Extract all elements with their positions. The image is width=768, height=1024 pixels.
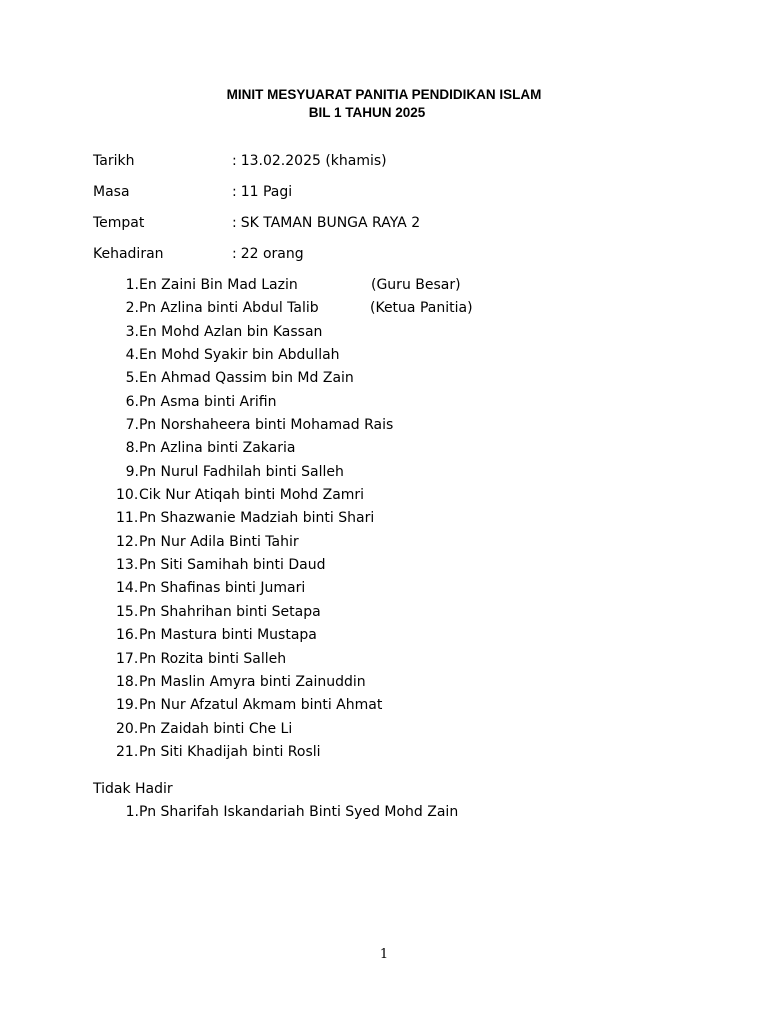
list-number: 18.: [116, 673, 139, 690]
meta-row-time: [93, 181, 693, 212]
list-number: 2.: [125, 300, 139, 317]
meta-value: 22 orang: [240, 246, 304, 262]
attendee-role: (Ketua Panitia): [370, 300, 473, 317]
absent-heading: Tidak Hadir: [93, 781, 173, 797]
attendee-name: Pn Shafinas binti Jumari: [139, 580, 306, 597]
absent-list: [93, 801, 713, 824]
list-number: 3.: [125, 323, 139, 340]
list-number: 7.: [125, 417, 139, 434]
list-number: 1.: [125, 804, 139, 820]
list-number: 20.: [116, 720, 139, 737]
list-number: 17.: [116, 650, 139, 667]
list-item: [93, 414, 713, 437]
list-number: 8.: [125, 440, 139, 457]
list-number: 19.: [116, 697, 139, 714]
list-number: 11.: [116, 510, 139, 527]
list-item: [93, 554, 713, 577]
meta-separator: :: [232, 215, 237, 231]
meta-row-attendance: [93, 243, 693, 274]
list-number: 5.: [125, 370, 139, 387]
list-item: [93, 624, 713, 647]
meta-value: 11 Pagi: [240, 184, 293, 200]
list-item: [93, 344, 713, 367]
list-item: [93, 741, 713, 764]
list-item: [93, 531, 713, 554]
page-number: 1: [379, 947, 389, 962]
meta-label: Tempat: [93, 215, 145, 231]
attendee-name: Pn Siti Samihah binti Daud: [139, 557, 326, 574]
list-item: [93, 461, 713, 484]
meta-row-date: [93, 150, 693, 181]
attendee-name: Pn Rozita binti Salleh: [139, 650, 287, 667]
list-item: [93, 437, 713, 460]
attendee-name: En Mohd Azlan bin Kassan: [139, 323, 323, 340]
attendee-name: Pn Mastura binti Mustapa: [139, 627, 317, 644]
meeting-details: [93, 150, 693, 274]
list-number: 14.: [116, 580, 139, 597]
meta-value: SK TAMAN BUNGA RAYA 2: [240, 215, 421, 231]
list-number: 1.: [125, 277, 139, 293]
list-number: 21.: [116, 743, 139, 760]
attendee-name: Pn Azlina binti Abdul Talib: [139, 300, 319, 317]
title-line-1: MINIT MESYUARAT PANITIA PENDIDIKAN ISLAM: [226, 87, 542, 102]
list-item: [93, 367, 713, 390]
attendee-list: [93, 274, 713, 764]
attendee-name: Pn Shahrihan binti Setapa: [139, 603, 321, 620]
meta-separator: :: [232, 184, 237, 200]
attendee-name: Pn Maslin Amyra binti Zainuddin: [139, 673, 366, 690]
list-item: [93, 321, 713, 344]
list-item: [93, 694, 713, 717]
list-item: [93, 671, 713, 694]
list-number: 13.: [116, 557, 139, 574]
list-item: [93, 801, 713, 824]
list-item: [93, 648, 713, 671]
absentee-name: Pn Sharifah Iskandariah Binti Syed Mohd Zain: [139, 804, 459, 820]
attendee-name: En Zaini Bin Mad Lazin: [139, 277, 298, 293]
list-item: [93, 718, 713, 741]
title-line-2: BIL 1 TAHUN 2025: [308, 105, 426, 120]
attendee-name: Pn Siti Khadijah binti Rosli: [139, 743, 321, 760]
attendee-name: Cik Nur Atiqah binti Mohd Zamri: [139, 487, 365, 504]
list-number: 12.: [116, 533, 139, 550]
attendee-name: Pn Zaidah binti Che Li: [139, 720, 293, 737]
list-item: [93, 297, 713, 320]
list-number: 15.: [116, 603, 139, 620]
meta-row-venue: [93, 212, 693, 243]
list-number: 9.: [125, 463, 139, 480]
list-number: 10.: [116, 487, 139, 504]
attendee-name: En Ahmad Qassim bin Md Zain: [139, 370, 354, 387]
attendee-role: (Guru Besar): [371, 277, 461, 293]
attendee-name: Pn Azlina binti Zakaria: [139, 440, 296, 457]
meta-separator: :: [232, 246, 237, 262]
list-item: [93, 484, 713, 507]
meta-value: 13.02.2025 (khamis): [240, 153, 387, 169]
attendee-name: Pn Shazwanie Madziah binti Shari: [139, 510, 375, 527]
attendee-name: Pn Norshaheera binti Mohamad Rais: [139, 417, 394, 434]
list-item: [93, 391, 713, 414]
list-item: [93, 601, 713, 624]
list-number: 4.: [125, 347, 139, 364]
list-number: 16.: [116, 627, 139, 644]
meta-label: Kehadiran: [93, 246, 164, 262]
meta-separator: :: [232, 153, 237, 169]
attendee-name: Pn Asma binti Arifin: [139, 393, 277, 410]
attendee-name: En Mohd Syakir bin Abdullah: [139, 347, 340, 364]
list-item: [93, 577, 713, 600]
list-number: 6.: [125, 393, 139, 410]
attendee-name: Pn Nurul Fadhilah binti Salleh: [139, 463, 344, 480]
meta-label: Tarikh: [93, 153, 135, 169]
list-item: [93, 507, 713, 530]
list-item: [93, 274, 713, 297]
attendee-name: Pn Nur Adila Binti Tahir: [139, 533, 299, 550]
attendee-name: Pn Nur Afzatul Akmam binti Ahmat: [139, 697, 383, 714]
meta-label: Masa: [93, 184, 130, 200]
document-title: [0, 86, 768, 122]
